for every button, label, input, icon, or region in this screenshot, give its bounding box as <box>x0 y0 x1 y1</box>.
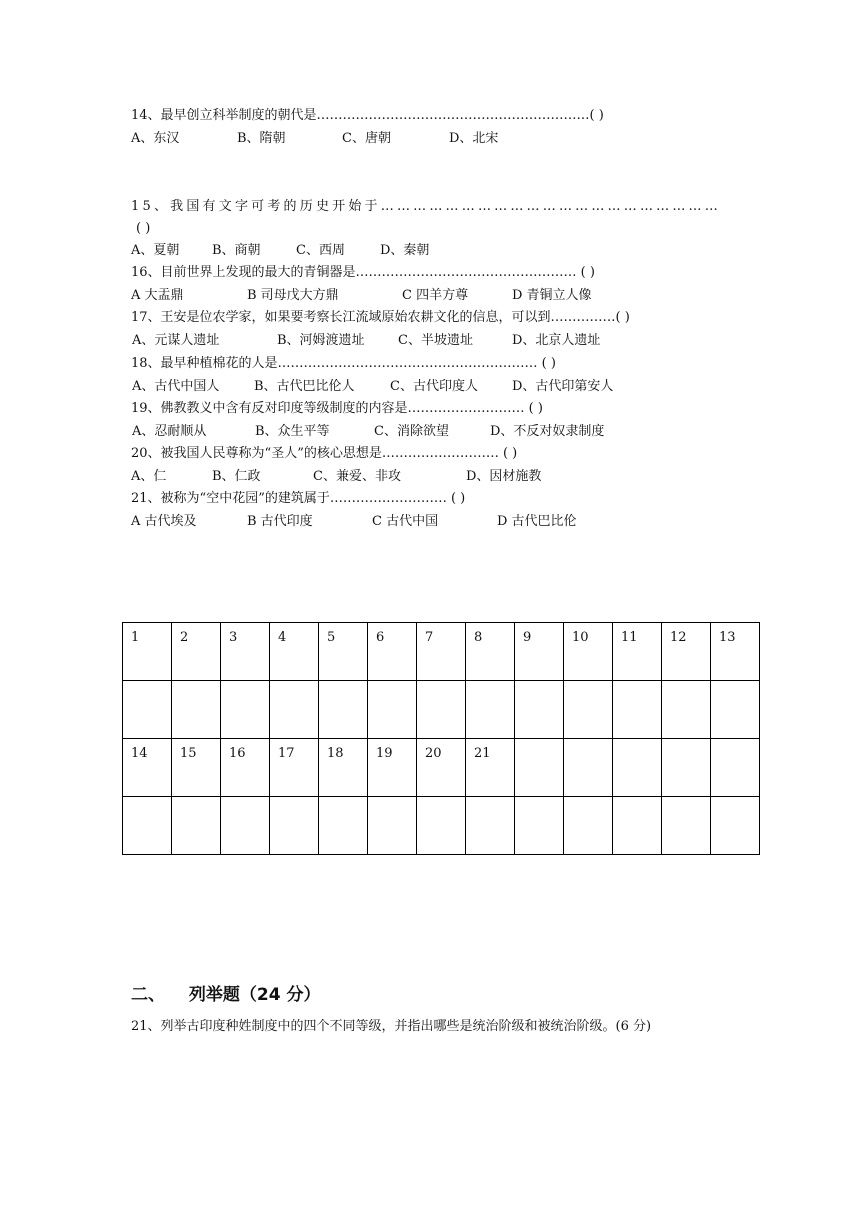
answer-cell-blank[interactable] <box>613 797 662 855</box>
q17-option-b: B、河姆渡遗址 <box>277 333 365 348</box>
question-21-stem: 21、被称为“空中花园”的建筑属于……………………… ( ) <box>131 491 466 506</box>
answer-cell-number: 11 <box>613 623 662 681</box>
answer-cell-blank[interactable] <box>368 797 417 855</box>
question-20-stem: 20、被我国人民尊称为“圣人”的核心思想是……………………… ( ) <box>131 446 518 461</box>
section-2-heading <box>131 980 321 1005</box>
answer-cell-blank[interactable] <box>662 797 711 855</box>
answer-cell-blank[interactable] <box>172 681 221 739</box>
q14-option-b: B、隋朝 <box>237 131 286 146</box>
answer-cell-number: 9 <box>515 623 564 681</box>
q19-option-c: C、消除欲望 <box>374 424 449 439</box>
q16-option-d: D 青铜立人像 <box>512 288 592 303</box>
answer-cell-blank[interactable] <box>221 797 270 855</box>
answer-cell-number: 5 <box>319 623 368 681</box>
answer-cell-number: 8 <box>466 623 515 681</box>
answer-cell-blank[interactable] <box>466 681 515 739</box>
answer-cell-blank[interactable] <box>221 681 270 739</box>
answer-cell-number: 16 <box>221 739 270 797</box>
section-2-number: 二、 <box>131 985 165 1005</box>
answer-cell-number <box>515 739 564 797</box>
answer-blank-row <box>123 681 760 739</box>
answer-cell-blank[interactable] <box>172 797 221 855</box>
q14-option-c: C、唐朝 <box>342 131 391 146</box>
q14-option-a: A、东汉 <box>131 131 180 146</box>
q21-option-b: B 古代印度 <box>247 514 313 529</box>
q18-option-a: A、古代中国人 <box>132 379 220 394</box>
question-15-blank: ( ) <box>136 221 151 236</box>
answer-cell-blank[interactable] <box>515 681 564 739</box>
q16-option-b: B 司母戊大方鼎 <box>247 288 339 303</box>
answer-cell-number <box>613 739 662 797</box>
answer-cell-number: 15 <box>172 739 221 797</box>
answer-cell-number: 1 <box>123 623 172 681</box>
q18-option-b: B、古代巴比伦人 <box>254 379 355 394</box>
answer-cell-number: 21 <box>466 739 515 797</box>
q20-option-a: A、仁 <box>131 469 167 484</box>
answer-cell-blank[interactable] <box>270 681 319 739</box>
answer-cell-number: 4 <box>270 623 319 681</box>
answer-number-row <box>123 739 760 797</box>
answer-cell-number: 13 <box>711 623 760 681</box>
answer-cell-blank[interactable] <box>711 797 760 855</box>
answer-cell-blank[interactable] <box>368 681 417 739</box>
q15-option-a: A、夏朝 <box>131 243 180 258</box>
question-14-stem: 14、最早创立科举制度的朝代是………………………………………………………( ) <box>131 108 604 123</box>
answer-cell-number: 2 <box>172 623 221 681</box>
q17-option-d: D、北京人遗址 <box>512 333 601 348</box>
section-2-title: 列举题（24 分） <box>188 985 321 1005</box>
answer-cell-blank[interactable] <box>564 681 613 739</box>
answer-cell-blank[interactable] <box>123 681 172 739</box>
answer-cell-number <box>564 739 613 797</box>
q21-option-d: D 古代巴比伦 <box>497 514 577 529</box>
question-16-stem: 16、目前世界上发现的最大的青铜器是…………………………………………… ( ) <box>131 265 595 280</box>
answer-cell-blank[interactable] <box>564 797 613 855</box>
answer-cell-blank[interactable] <box>319 797 368 855</box>
answer-cell-blank[interactable] <box>613 681 662 739</box>
answer-cell-blank[interactable] <box>319 681 368 739</box>
q20-option-b: B、仁政 <box>212 469 261 484</box>
question-17-stem: 17、王安是位农学家，如果要考察长江流域原始农耕文化的信息，可以到……………( ) <box>131 310 630 325</box>
q18-option-d: D、古代印第安人 <box>512 379 614 394</box>
answer-cell-number: 19 <box>368 739 417 797</box>
answer-cell-blank[interactable] <box>417 797 466 855</box>
q19-option-a: A、忍耐顺从 <box>132 424 207 439</box>
answer-cell-blank[interactable] <box>515 797 564 855</box>
q17-option-a: A、元谋人遗址 <box>132 333 220 348</box>
answer-cell-blank[interactable] <box>466 797 515 855</box>
question-18-stem: 18、最早种植棉花的人是…………………………………………………… ( ) <box>131 356 556 371</box>
answer-cell-number: 12 <box>662 623 711 681</box>
answer-cell-number <box>662 739 711 797</box>
q15-option-c: C、西周 <box>296 243 345 258</box>
answer-cell-number: 7 <box>417 623 466 681</box>
q21-option-c: C 古代中国 <box>372 514 439 529</box>
answer-number-row <box>123 623 760 681</box>
q19-option-b: B、众生平等 <box>255 424 330 439</box>
q17-option-c: C、半坡遗址 <box>398 333 473 348</box>
section-2-question-21: 21、列举古印度种姓制度中的四个不同等级，并指出哪些是统治阶级和被统治阶级。(6 分) <box>131 1019 652 1034</box>
q15-option-b: B、商朝 <box>212 243 261 258</box>
answer-cell-number: 3 <box>221 623 270 681</box>
q20-option-d: D、因材施教 <box>466 469 542 484</box>
answer-cell-number: 17 <box>270 739 319 797</box>
answer-cell-blank[interactable] <box>662 681 711 739</box>
q19-option-d: D、不反对奴隶制度 <box>490 424 605 439</box>
answer-cell-number <box>711 739 760 797</box>
answer-cell-number: 20 <box>417 739 466 797</box>
q20-option-c: C、兼爱、非攻 <box>313 469 401 484</box>
question-19-stem: 19、佛教教义中含有反对印度等级制度的内容是……………………… ( ) <box>131 401 543 416</box>
answer-cell-blank[interactable] <box>711 681 760 739</box>
answer-cell-blank[interactable] <box>123 797 172 855</box>
q18-option-c: C、古代印度人 <box>390 379 478 394</box>
answer-cell-blank[interactable] <box>417 681 466 739</box>
question-15-stem: 15、我国有文字可考的历史开始于……………………………………………………… <box>131 199 721 214</box>
q14-option-d: D、北宋 <box>449 131 499 146</box>
q16-option-a: A 大盂鼎 <box>131 288 184 303</box>
answer-blank-row <box>123 797 760 855</box>
q15-option-d: D、秦朝 <box>380 243 430 258</box>
q21-option-a: A 古代埃及 <box>131 514 197 529</box>
answer-table <box>122 622 760 855</box>
answer-cell-blank[interactable] <box>270 797 319 855</box>
q16-option-c: C 四羊方尊 <box>402 288 469 303</box>
answer-cell-number: 10 <box>564 623 613 681</box>
answer-cell-number: 14 <box>123 739 172 797</box>
answer-cell-number: 18 <box>319 739 368 797</box>
answer-cell-number: 6 <box>368 623 417 681</box>
